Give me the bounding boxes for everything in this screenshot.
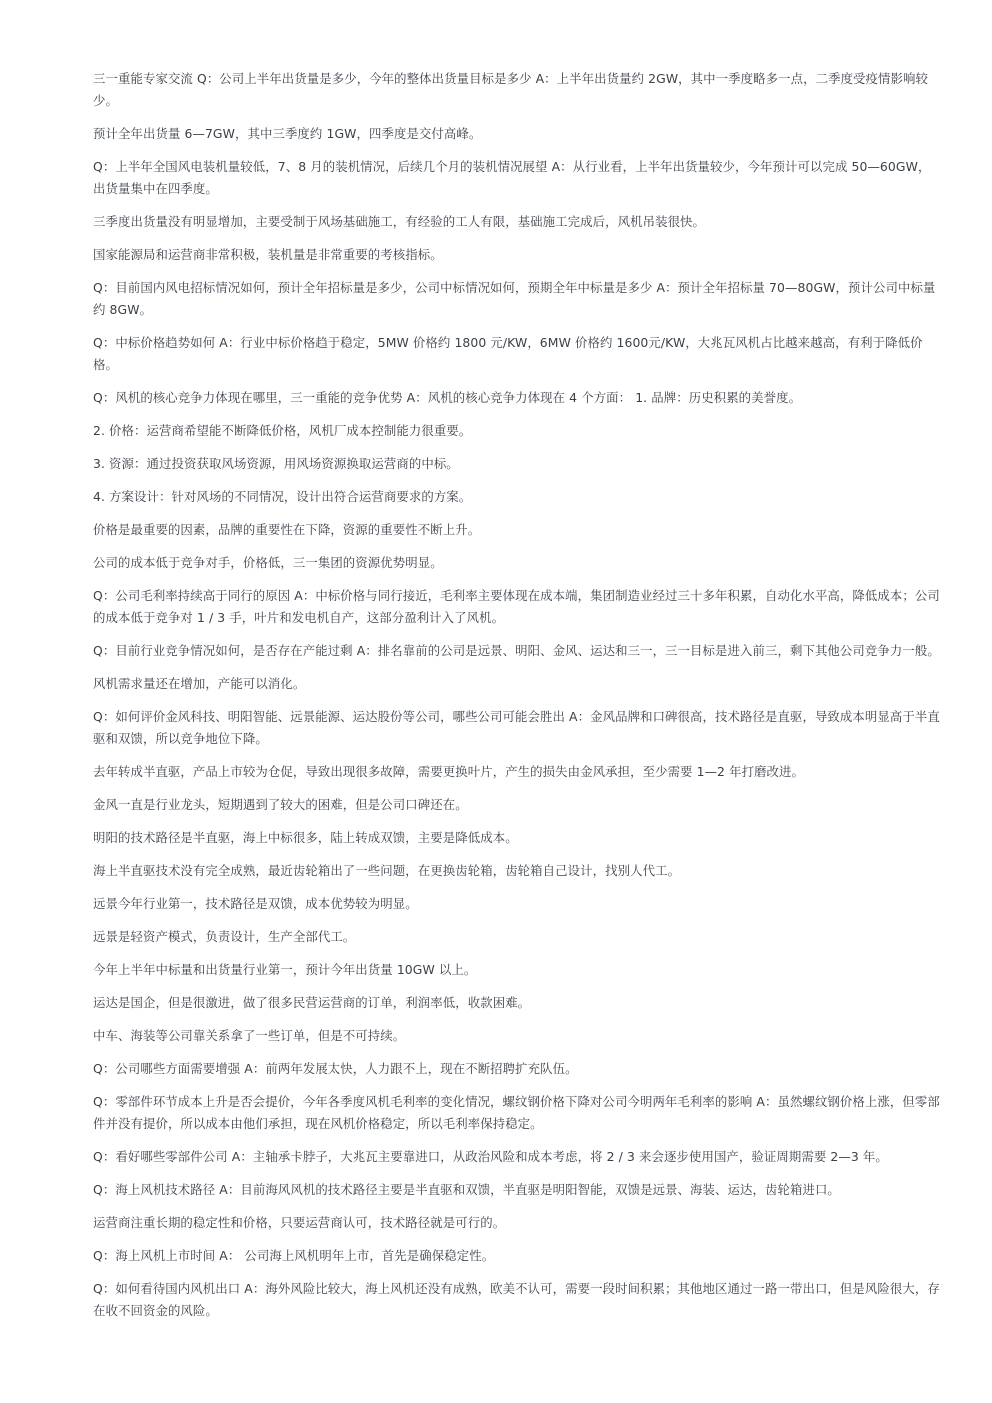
- document-body: [93, 68, 941, 1333]
- paragraph: 中车、海装等公司靠关系拿了一些订单，但是不可持续。: [93, 1028, 406, 1043]
- paragraph: Q：风机的核心竞争力体现在哪里，三一重能的竞争优势 A：风机的核心竞争力体现在 4 个方面： 1. 品牌：历史积累的美誉度。: [93, 390, 802, 405]
- paragraph: 价格是最重要的因素，品牌的重要性在下降，资源的重要性不断上升。: [93, 522, 481, 537]
- paragraph: 运营商注重长期的稳定性和价格，只要运营商认可，技术路径就是可行的。: [93, 1215, 506, 1230]
- paragraph: 风机需求量还在增加，产能可以消化。: [93, 676, 306, 691]
- paragraph: Q：中标价格趋势如何 A：行业中标价格趋于稳定，5MW 价格约 1800 元/KW，6MW 价格约 1600元/KW，大兆瓦风机占比越来越高，有利于降低价格。: [93, 335, 923, 372]
- paragraph: 公司的成本低于竞争对手，价格低，三一集团的资源优势明显。: [93, 555, 443, 570]
- paragraph: 明阳的技术路径是半直驱，海上中标很多，陆上转成双馈，主要是降低成本。: [93, 830, 518, 845]
- paragraph: 运达是国企，但是很激进，做了很多民营运营商的订单，利润率低，收款困难。: [93, 995, 531, 1010]
- paragraph: 海上半直驱技术没有完全成熟，最近齿轮箱出了一些问题，在更换齿轮箱，齿轮箱自己设计，找别人代工。: [93, 863, 681, 878]
- paragraph: Q：看好哪些零部件公司 A：主轴承卡脖子，大兆瓦主要靠进口，从政治风险和成本考虑，将 2 / 3 来会逐步使用国产，验证周期需要 2—3 年。: [93, 1149, 888, 1164]
- paragraph: 预计全年出货量 6—7GW，其中三季度约 1GW，四季度是交付高峰。: [93, 126, 482, 141]
- paragraph: 金风一直是行业龙头，短期遇到了较大的困难，但是公司口碑还在。: [93, 797, 468, 812]
- paragraph: 2. 价格：运营商希望能不断降低价格，风机厂成本控制能力很重要。: [93, 423, 472, 438]
- paragraph: Q：目前行业竞争情况如何，是否存在产能过剩 A：排名靠前的公司是远景、明阳、金风、运达和三一，三一目标是进入前三，剩下其他公司竞争力一般。: [93, 643, 940, 658]
- paragraph: Q：零部件环节成本上升是否会提价，今年各季度风机毛利率的变化情况，螺纹钢价格下降对公司今明两年毛利率的影响 A：虽然螺纹钢价格上涨，但零部件并没有提价，所以成本由他们承担，现在风机价格稳定，所以毛利率保持稳定。: [93, 1094, 940, 1131]
- paragraph: 三季度出货量没有明显增加，主要受制于风场基础施工，有经验的工人有限，基础施工完成后，风机吊装很快。: [93, 214, 706, 229]
- paragraph: 远景今年行业第一，技术路径是双馈，成本优势较为明显。: [93, 896, 418, 911]
- paragraph: 今年上半年中标量和出货量行业第一，预计今年出货量 10GW 以上。: [93, 962, 477, 977]
- paragraph: Q：海上风机技术路径 A：目前海风风机的技术路径主要是半直驱和双馈，半直驱是明阳智能，双馈是远景、海装、运达，齿轮箱进口。: [93, 1182, 840, 1197]
- paragraph: 远景是轻资产模式，负责设计，生产全部代工。: [93, 929, 356, 944]
- paragraph: 3. 资源：通过投资获取风场资源，用风场资源换取运营商的中标。: [93, 456, 459, 471]
- paragraph: 去年转成半直驱，产品上市较为仓促，导致出现很多故障，需要更换叶片，产生的损失由金风承担，至少需要 1—2 年打磨改进。: [93, 764, 805, 779]
- paragraph: Q：如何评价金风科技、明阳智能、远景能源、运达股份等公司，哪些公司可能会胜出 A：金风品牌和口碑很高，技术路径是直驱，导致成本明显高于半直驱和双馈，所以竞争地位下降。: [93, 709, 940, 746]
- paragraph: 国家能源局和运营商非常积极，装机量是非常重要的考核指标。: [93, 247, 443, 262]
- paragraph: 4. 方案设计：针对风场的不同情况，设计出符合运营商要求的方案。: [93, 489, 472, 504]
- paragraph: Q：上半年全国风电装机量较低，7、8 月的装机情况，后续几个月的装机情况展望 A：从行业看，上半年出货量较少，今年预计可以完成 50—60GW，出货量集中在四季度。: [93, 159, 931, 196]
- paragraph: Q：目前国内风电招标情况如何，预计全年招标量是多少，公司中标情况如何，预期全年中标量是多少 A：预计全年招标量 70—80GW，预计公司中标量约 8GW。: [93, 280, 936, 317]
- paragraph: 三一重能专家交流 Q：公司上半年出货量是多少，今年的整体出货量目标是多少 A：上半年出货量约 2GW，其中一季度略多一点，二季度受疫情影响较少。: [93, 71, 928, 108]
- paragraph: Q：如何看待国内风机出口 A：海外风险比较大，海上风机还没有成熟，欧美不认可，需要一段时间积累；其他地区通过一路一带出口，但是风险很大，存在收不回资金的风险。: [93, 1281, 940, 1318]
- paragraph: Q：公司哪些方面需要增强 A：前两年发展太快，人力跟不上，现在不断招聘扩充队伍。: [93, 1061, 578, 1076]
- paragraph: Q：海上风机上市时间 A： 公司海上风机明年上市，首先是确保稳定性。: [93, 1248, 495, 1263]
- paragraph: Q：公司毛利率持续高于同行的原因 A：中标价格与同行接近，毛利率主要体现在成本端，集团制造业经过三十多年积累，自动化水平高，降低成本；公司的成本低于竞争对 1 / 3 手，叶片和发电机自产，这部分盈利计入了风机。: [93, 588, 940, 625]
